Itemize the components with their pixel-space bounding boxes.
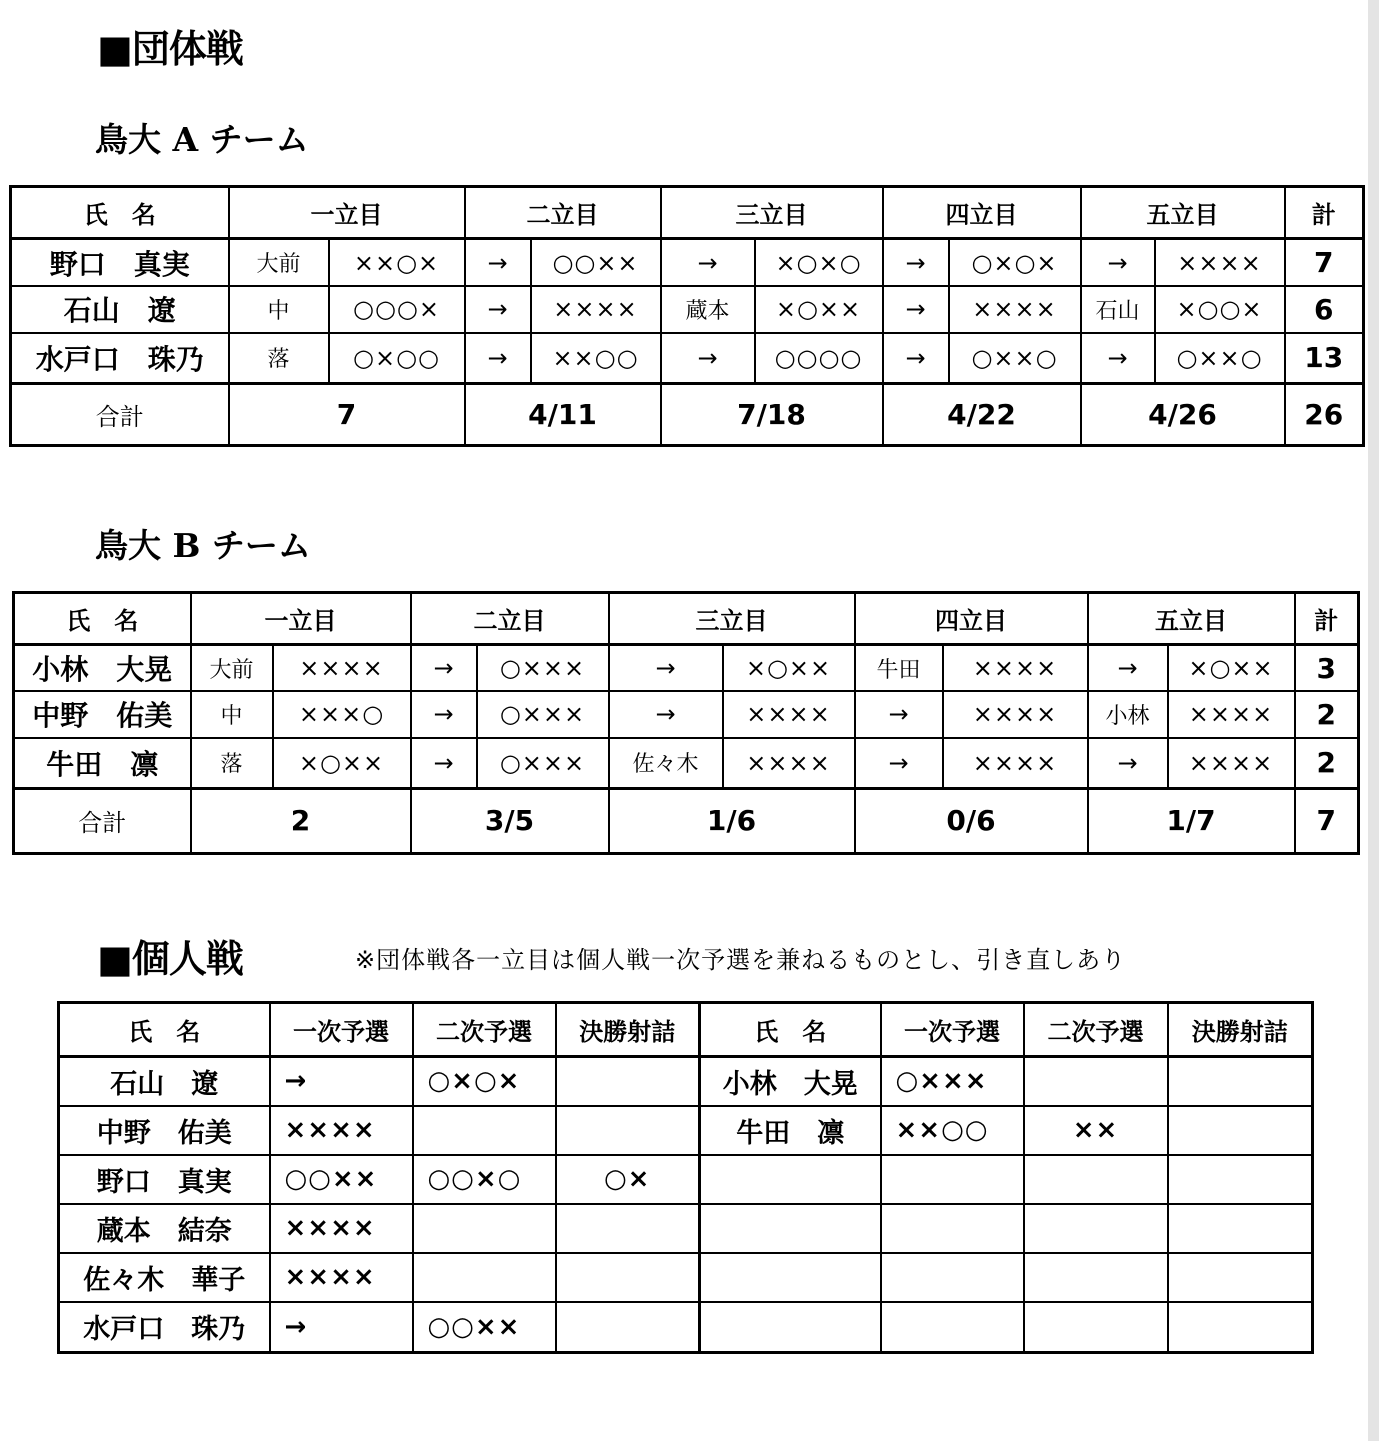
- round3-marks: ○○○○: [755, 333, 883, 383]
- sum-label: 合計: [11, 383, 229, 445]
- round2-marks: ○×××: [477, 738, 609, 788]
- round4-shooter: →: [883, 239, 949, 286]
- left-name: 石山 遼: [59, 1057, 270, 1106]
- left-name: 水戸口 珠乃: [59, 1302, 270, 1353]
- round3-marks: ×○××: [723, 645, 855, 691]
- round3-shooter: →: [609, 645, 723, 691]
- round3-marks: ××××: [723, 738, 855, 788]
- header-round2: 二立目: [411, 593, 609, 645]
- table-row: [14, 645, 1359, 691]
- sum-row: [14, 788, 1359, 853]
- member-name: 水戸口 珠乃: [11, 333, 229, 383]
- right-prelim2: [1024, 1253, 1168, 1302]
- table-row: [59, 1253, 1313, 1302]
- table-header-row: [11, 187, 1364, 239]
- round3-marks: ×○××: [755, 286, 883, 333]
- round1-marks: ×××○: [273, 691, 411, 738]
- right-prelim2: ××: [1024, 1106, 1168, 1155]
- left-final: [556, 1057, 700, 1106]
- left-name: 蔵本 結奈: [59, 1204, 270, 1253]
- header-name: 氏 名: [14, 593, 191, 645]
- position-label: 中: [229, 286, 329, 333]
- sum-round5: 4/26: [1081, 383, 1285, 445]
- round2-marks: ○×××: [477, 691, 609, 738]
- round2-shooter: →: [411, 738, 477, 788]
- header-total: 計: [1295, 593, 1359, 645]
- header-name: 氏 名: [700, 1003, 881, 1057]
- header-name: 氏 名: [11, 187, 229, 239]
- round5-shooter: →: [1088, 645, 1168, 691]
- header-prelim2: 二次予選: [413, 1003, 556, 1057]
- round1-marks: ○○○×: [329, 286, 465, 333]
- right-name: [700, 1253, 881, 1302]
- sum-round4: 0/6: [855, 788, 1088, 853]
- table-header-row: [59, 1003, 1313, 1057]
- round4-marks: ××××: [943, 645, 1088, 691]
- round3-shooter: 佐々木: [609, 738, 723, 788]
- left-prelim2: ○×○×: [413, 1057, 556, 1106]
- right-prelim1: [881, 1155, 1024, 1204]
- member-name: 小林 大晃: [14, 645, 191, 691]
- round4-shooter: →: [883, 286, 949, 333]
- header-round5: 五立目: [1088, 593, 1295, 645]
- right-final: [1168, 1204, 1313, 1253]
- header-round1: 一立目: [191, 593, 411, 645]
- team-b-title: 鳥大 B チーム: [95, 526, 311, 565]
- left-prelim1: ○○××: [270, 1155, 413, 1204]
- member-total: 13: [1285, 333, 1364, 383]
- table-row: [11, 239, 1364, 286]
- team-a-table: [9, 185, 1365, 447]
- header-round4: 四立目: [883, 187, 1081, 239]
- right-prelim1: ××○○: [881, 1106, 1024, 1155]
- table-row: [59, 1106, 1313, 1155]
- left-prelim2: [413, 1106, 556, 1155]
- round2-shooter: →: [465, 286, 531, 333]
- header-round1: 一立目: [229, 187, 465, 239]
- round3-shooter: →: [661, 239, 755, 286]
- right-name: 小林 大晃: [700, 1057, 881, 1106]
- left-final: [556, 1253, 700, 1302]
- round5-marks: ××××: [1155, 239, 1285, 286]
- left-prelim2: [413, 1204, 556, 1253]
- sum-round5: 1/7: [1088, 788, 1295, 853]
- left-name: 野口 真実: [59, 1155, 270, 1204]
- round4-marks: ○××○: [949, 333, 1081, 383]
- right-name: 牛田 凛: [700, 1106, 881, 1155]
- left-prelim2: [413, 1253, 556, 1302]
- table-row: [14, 691, 1359, 738]
- round4-marks: ××××: [949, 286, 1081, 333]
- left-final: ○×: [556, 1155, 700, 1204]
- round2-marks: ××××: [531, 286, 661, 333]
- sum-total: 26: [1285, 383, 1364, 445]
- sum-round3: 7/18: [661, 383, 883, 445]
- header-round3: 三立目: [661, 187, 883, 239]
- round3-shooter: →: [661, 333, 755, 383]
- team-b-table: [12, 591, 1360, 855]
- round5-shooter: →: [1081, 239, 1155, 286]
- team-a-title: 鳥大 A チーム: [95, 120, 309, 159]
- header-final: 決勝射詰: [1168, 1003, 1313, 1057]
- header-round3: 三立目: [609, 593, 855, 645]
- right-name: [700, 1302, 881, 1353]
- right-prelim2: [1024, 1155, 1168, 1204]
- left-prelim1: ××××: [270, 1253, 413, 1302]
- round5-marks: ×○○×: [1155, 286, 1285, 333]
- member-total: 7: [1285, 239, 1364, 286]
- left-final: [556, 1204, 700, 1253]
- round5-marks: ××××: [1168, 691, 1295, 738]
- round2-marks: ○○××: [531, 239, 661, 286]
- round5-shooter: 石山: [1081, 286, 1155, 333]
- header-round5: 五立目: [1081, 187, 1285, 239]
- right-prelim1: [881, 1253, 1024, 1302]
- member-total: 2: [1295, 738, 1359, 788]
- right-final: [1168, 1155, 1313, 1204]
- table-header-row: [14, 593, 1359, 645]
- left-prelim2: ○○×○: [413, 1155, 556, 1204]
- left-final: [556, 1106, 700, 1155]
- table-row: [11, 286, 1364, 333]
- round5-marks: ○××○: [1155, 333, 1285, 383]
- sum-round4: 4/22: [883, 383, 1081, 445]
- round2-marks: ××○○: [531, 333, 661, 383]
- member-total: 3: [1295, 645, 1359, 691]
- right-final: [1168, 1253, 1313, 1302]
- left-prelim1: ××××: [270, 1106, 413, 1155]
- header-round4: 四立目: [855, 593, 1088, 645]
- round4-marks: ○×○×: [949, 239, 1081, 286]
- header-prelim2: 二次予選: [1024, 1003, 1168, 1057]
- round2-shooter: →: [465, 239, 531, 286]
- round5-shooter: 小林: [1088, 691, 1168, 738]
- round1-marks: ××××: [273, 645, 411, 691]
- right-name: [700, 1204, 881, 1253]
- right-prelim2: [1024, 1057, 1168, 1106]
- round1-marks: ○×○○: [329, 333, 465, 383]
- round5-marks: ××××: [1168, 738, 1295, 788]
- sum-label: 合計: [14, 788, 191, 853]
- left-name: 中野 佑美: [59, 1106, 270, 1155]
- table-row: [59, 1204, 1313, 1253]
- round4-shooter: 牛田: [855, 645, 943, 691]
- round4-shooter: →: [883, 333, 949, 383]
- left-prelim2: ○○××: [413, 1302, 556, 1353]
- position-label: 落: [191, 738, 273, 788]
- round2-shooter: →: [411, 691, 477, 738]
- team-section-heading: ■団体戦: [97, 27, 243, 71]
- individual-section-heading: ■個人戦: [97, 937, 243, 981]
- round4-shooter: →: [855, 691, 943, 738]
- position-label: 落: [229, 333, 329, 383]
- table-row: [14, 738, 1359, 788]
- member-name: 牛田 凛: [14, 738, 191, 788]
- round1-marks: ×○××: [273, 738, 411, 788]
- round2-shooter: →: [411, 645, 477, 691]
- right-prelim1: [881, 1204, 1024, 1253]
- page-edge: [1368, 0, 1379, 1441]
- individual-table: [57, 1001, 1314, 1354]
- right-final: [1168, 1106, 1313, 1155]
- left-prelim1: ××××: [270, 1204, 413, 1253]
- round2-shooter: →: [465, 333, 531, 383]
- right-prelim1: [881, 1302, 1024, 1353]
- individual-note: ※団体戦各一立目は個人戦一次予選を兼ねるものとし、引き直しあり: [355, 946, 1127, 974]
- left-prelim1: →: [270, 1057, 413, 1106]
- sum-row: [11, 383, 1364, 445]
- round4-shooter: →: [855, 738, 943, 788]
- sum-total: 7: [1295, 788, 1359, 853]
- header-total: 計: [1285, 187, 1364, 239]
- round4-marks: ××××: [943, 738, 1088, 788]
- round3-marks: ×○×○: [755, 239, 883, 286]
- round1-marks: ××○×: [329, 239, 465, 286]
- sum-round3: 1/6: [609, 788, 855, 853]
- left-name: 佐々木 華子: [59, 1253, 270, 1302]
- position-label: 大前: [229, 239, 329, 286]
- sum-round2: 4/11: [465, 383, 661, 445]
- round4-marks: ××××: [943, 691, 1088, 738]
- member-name: 野口 真実: [11, 239, 229, 286]
- round3-shooter: →: [609, 691, 723, 738]
- member-total: 2: [1295, 691, 1359, 738]
- right-final: [1168, 1057, 1313, 1106]
- round3-marks: ××××: [723, 691, 855, 738]
- sum-round1: 7: [229, 383, 465, 445]
- left-prelim1: →: [270, 1302, 413, 1353]
- header-name: 氏 名: [59, 1003, 270, 1057]
- round3-shooter: 蔵本: [661, 286, 755, 333]
- header-prelim1: 一次予選: [270, 1003, 413, 1057]
- member-name: 石山 遼: [11, 286, 229, 333]
- right-name: [700, 1155, 881, 1204]
- right-final: [1168, 1302, 1313, 1353]
- round5-shooter: →: [1081, 333, 1155, 383]
- header-round2: 二立目: [465, 187, 661, 239]
- right-prelim1: ○×××: [881, 1057, 1024, 1106]
- round5-marks: ×○××: [1168, 645, 1295, 691]
- sum-round1: 2: [191, 788, 411, 853]
- table-row: [59, 1302, 1313, 1353]
- position-label: 大前: [191, 645, 273, 691]
- table-row: [59, 1155, 1313, 1204]
- round5-shooter: →: [1088, 738, 1168, 788]
- left-final: [556, 1302, 700, 1353]
- member-name: 中野 佑美: [14, 691, 191, 738]
- table-row: [11, 333, 1364, 383]
- table-row: [59, 1057, 1313, 1106]
- right-prelim2: [1024, 1302, 1168, 1353]
- member-total: 6: [1285, 286, 1364, 333]
- round2-marks: ○×××: [477, 645, 609, 691]
- right-prelim2: [1024, 1204, 1168, 1253]
- header-prelim1: 一次予選: [881, 1003, 1024, 1057]
- sum-round2: 3/5: [411, 788, 609, 853]
- position-label: 中: [191, 691, 273, 738]
- header-final: 決勝射詰: [556, 1003, 700, 1057]
